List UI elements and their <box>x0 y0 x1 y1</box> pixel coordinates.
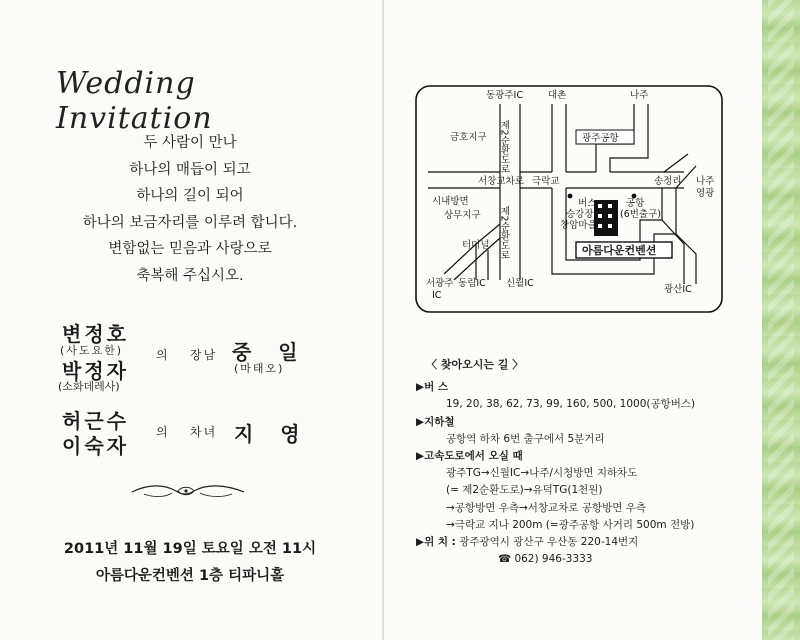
map-label-geukrak: 극락교 <box>532 176 560 187</box>
map-label-city-direction: 시내방면 <box>432 196 469 207</box>
directions-section <box>416 356 756 568</box>
map-label-songjeong: 송정리 <box>654 176 682 187</box>
map-label-geumho: 금호지구 <box>450 132 487 143</box>
of-label: 의 <box>156 425 170 439</box>
subway-text: 공항역 하차 6번 출구에서 5분거리 <box>446 432 605 445</box>
wedding-date: 2011년 11월 19일 토요일 오전 11시 <box>63 541 317 557</box>
verse-line: 두 사람이 만나 <box>143 135 237 151</box>
decorative-border <box>762 0 800 640</box>
map-label-exit-6: (6번출구) <box>620 209 661 220</box>
invitation-verse <box>20 130 360 289</box>
map-label-seochang: 서창교차로 <box>478 176 524 187</box>
groom-father-name: 변정호 <box>62 322 129 346</box>
map-label-gwangsan-ic: 광산IC <box>664 284 692 295</box>
verse-line: 하나의 길이 되어 <box>136 188 244 204</box>
groom-mother-name: 박정자 <box>62 359 129 383</box>
address-label: ▶위 치 : <box>416 536 456 549</box>
ornament-flourish-icon <box>128 482 248 500</box>
bus-routes: 19, 20, 38, 62, 73, 99, 160, 500, 1000(공항버스) <box>446 398 696 411</box>
location-map <box>414 84 724 314</box>
directions-heading: 〈 찾아오시는 길 〉 <box>426 358 524 371</box>
map-label-sangmu: 상무지구 <box>444 210 481 221</box>
verse-line: 축복해 주십시오. <box>136 267 244 284</box>
bride-name: 지 영 <box>234 422 310 446</box>
verse-line: 하나의 보금자리를 이루려 합니다. <box>82 214 298 231</box>
map-label-naju-right: 나주 <box>696 176 715 187</box>
map-label-changam: 창암마을 <box>560 220 597 231</box>
map-label-terminal: 터미널 <box>462 240 490 251</box>
map-label-ring-top: 제2순환도로 <box>498 120 510 174</box>
map-label-dongrim-ic: 동림IC <box>458 278 486 289</box>
phone-icon: ☎ <box>498 553 512 566</box>
phone-row <box>416 551 756 568</box>
map-label-daechon: 대촌 <box>548 90 567 101</box>
map-label-sinwol-ic: 신월IC <box>506 278 534 289</box>
groom-baptismal: (마태오) <box>234 362 285 375</box>
venue-building-icon <box>594 200 618 236</box>
phone-number: 062) 946-3333 <box>514 553 593 566</box>
bus-stop-dot-icon <box>568 194 573 199</box>
invitation-title: Wedding Invitation <box>56 66 213 136</box>
expressway-line: (= 제2순환도로)→유덕TG(1천원) <box>446 484 603 497</box>
groom-father-baptismal: (사도요한) <box>60 344 124 357</box>
expressway-label: ▶고속도로에서 오실 때 <box>416 450 523 463</box>
bride-father-name: 허근수 <box>62 409 129 433</box>
expressway-line: →공항방면 우측→서창교차로 공항방면 우측 <box>446 501 647 514</box>
groom-mother-baptismal: (소화데레사) <box>58 380 120 393</box>
map-label-venue: 아름다운컨벤션 <box>582 244 657 257</box>
map-label-naju-top: 나주 <box>630 90 649 101</box>
address-row <box>416 534 756 551</box>
of-label: 의 <box>156 348 170 362</box>
bus-label: ▶버 스 <box>416 381 449 394</box>
expressway-line: 광주TG→신월IC→나주/시청방면 지하차도 <box>446 467 638 480</box>
bride-mother-name: 이숙자 <box>62 434 129 458</box>
map-label-yeonggwang: 영광 <box>696 188 715 199</box>
groom-relation: 장남 <box>190 348 218 362</box>
address-text: 광주광역시 광산구 우산동 220-14번지 <box>459 536 639 549</box>
map-label-bus: 버스 <box>578 198 597 209</box>
subway-label: ▶지하철 <box>416 415 455 428</box>
map-label-airport-station: 공항 <box>626 198 645 209</box>
left-panel <box>0 0 382 640</box>
expressway-line: →극락교 지나 200m (=광주공항 사거리 500m 전방) <box>446 518 695 531</box>
verse-line: 변함없는 믿음과 사랑으로 <box>108 241 272 257</box>
groom-name: 중 일 <box>232 340 308 364</box>
verse-line: 하나의 매듭이 되고 <box>129 161 251 178</box>
map-label-ic: IC <box>432 290 442 301</box>
map-label-seogwangju: 서광주 <box>426 278 454 289</box>
bride-relation: 차녀 <box>190 425 218 439</box>
map-label-ring-bottom: 제2순환도로 <box>498 206 510 260</box>
map-label-bus-stop: 승강장 <box>566 209 594 220</box>
map-label-dongju-ic: 동광주IC <box>486 90 523 101</box>
map-label-airport: 광주공항 <box>582 133 619 144</box>
wedding-venue: 아름다운컨벤션 1층 티파니홀 <box>95 568 285 584</box>
